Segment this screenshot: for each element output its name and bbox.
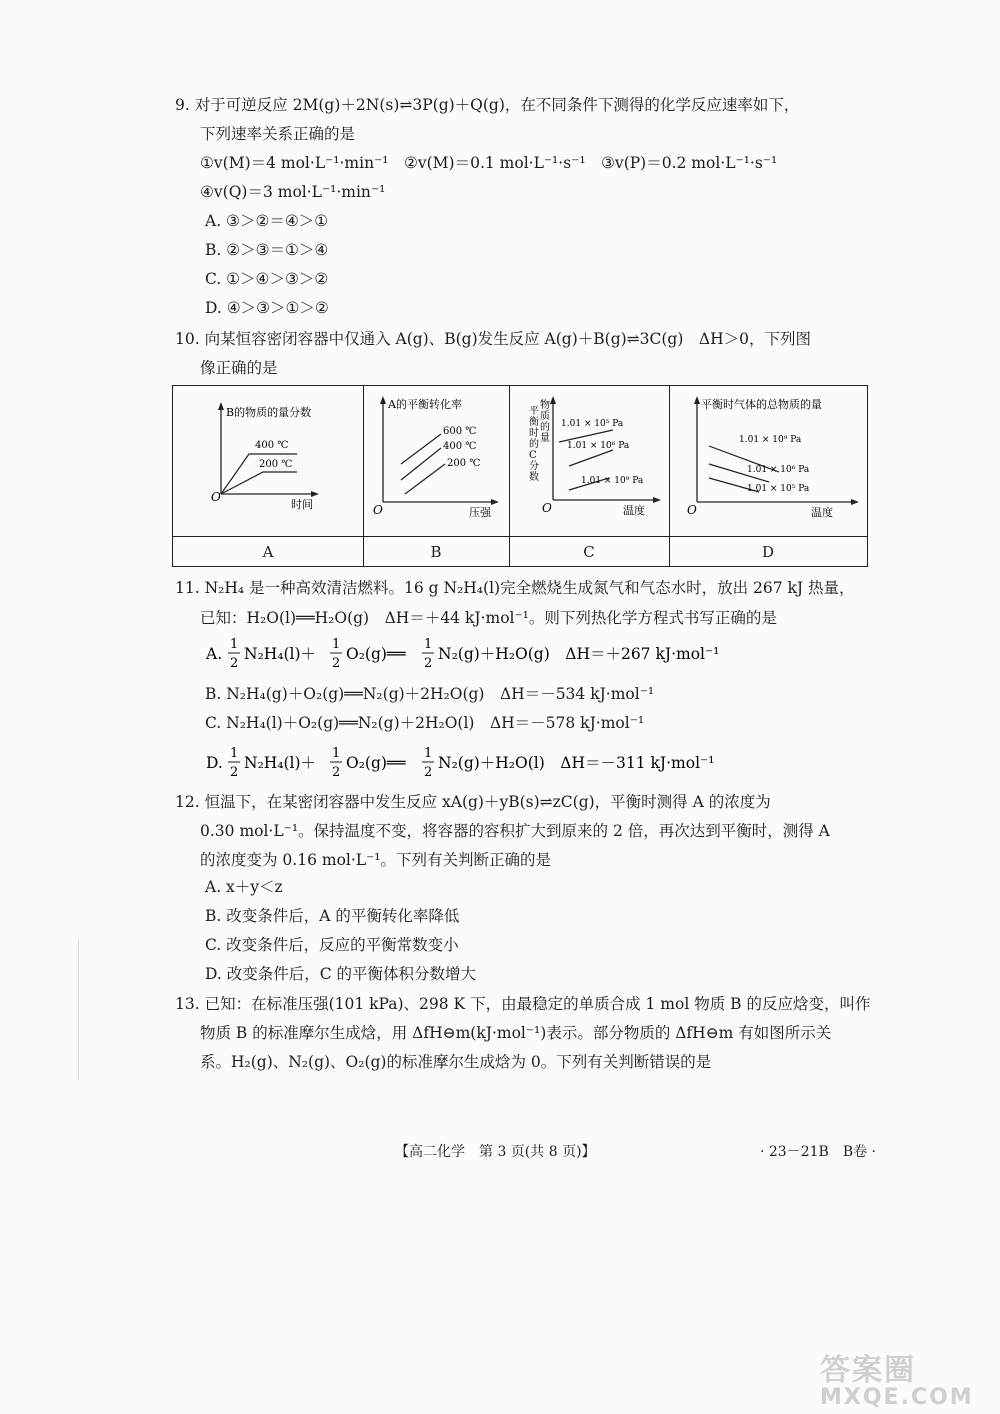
- figure-a-xlabel: 时间: [291, 498, 313, 511]
- figure-d-xlabel: 温度: [811, 506, 833, 519]
- figure-c-ylabel-char: 数: [529, 472, 539, 483]
- figure-a-curve-400: 400 ℃: [255, 440, 289, 451]
- q11-stem-line2: 已知：H₂O(l)══H₂O(g) ΔH＝＋44 kJ·mol⁻¹。则下列热化学方程式书写正确的是: [200, 609, 777, 627]
- svg-text:2: 2: [424, 765, 433, 780]
- figure-d-plot: [669, 386, 867, 536]
- figure-c-ylabel-char: 量: [540, 433, 550, 444]
- q12-option-c: C. 改变条件后，反应的平衡常数变小: [205, 936, 459, 954]
- q12-option-d: D. 改变条件后，C 的平衡体积分数增大: [205, 965, 477, 983]
- figure-b-curve-200: 200 ℃: [447, 458, 481, 469]
- figure-c-plot: [509, 386, 669, 536]
- q10-figure-table: [172, 385, 868, 567]
- figure-b-curve-600: 600 ℃: [443, 426, 477, 437]
- q12-option-b: B. 改变条件后，A 的平衡转化率降低: [205, 907, 460, 925]
- figure-b-xlabel: 压强: [469, 506, 491, 519]
- q12-stem-line3: 的浓度变为 0.16 mol·L⁻¹。下列有关判断正确的是: [200, 851, 551, 869]
- figure-b-origin: O: [373, 503, 383, 517]
- figure-c-ylabel-char: 时: [529, 428, 539, 439]
- figure-c-ylabel-char: 平: [529, 406, 539, 417]
- svg-text:2: 2: [332, 656, 341, 671]
- q9-option-c: C. ①＞④＞③＞②: [205, 270, 329, 288]
- paper-code: · 23－21B B卷 ·: [760, 1144, 877, 1160]
- figure-a-curve-200: 200 ℃: [259, 459, 293, 470]
- svg-text:2: 2: [230, 656, 239, 671]
- svg-text:1: 1: [230, 637, 239, 652]
- svg-text:1: 1: [332, 637, 341, 652]
- figure-c-ylabel-char: 物: [540, 400, 550, 411]
- q10-stem-line2: 像正确的是: [200, 359, 278, 377]
- q9-rates-line2: ④v(Q)＝3 mol·L⁻¹·min⁻¹: [200, 183, 386, 201]
- figure-a-label: A: [173, 536, 364, 567]
- q9-stem-line1: 9. 对于可逆反应 2M(g)＋2N(s)⇌3P(g)＋Q(g)，在不同条件下测得的化学反应速率如下，: [175, 96, 800, 114]
- svg-text:N₂(g)＋H₂O(l) ΔH＝－311 kJ·mol⁻¹: N₂(g)＋H₂O(l) ΔH＝－311 kJ·mol⁻¹: [438, 754, 715, 772]
- figure-d-origin: O: [687, 503, 697, 517]
- q13-stem-line3: 系。H₂(g)、N₂(g)、O₂(g)的标准摩尔生成焓为 0。下列有关判断错误的是: [200, 1053, 712, 1071]
- svg-text:D.: D.: [206, 754, 223, 772]
- svg-text:N₂H₄(l)＋: N₂H₄(l)＋: [244, 754, 317, 772]
- svg-text:1: 1: [424, 746, 433, 761]
- svg-text:N₂(g)＋H₂O(g) ΔH＝＋267 kJ·mol⁻¹: N₂(g)＋H₂O(g) ΔH＝＋267 kJ·mol⁻¹: [438, 645, 720, 663]
- q10-stem-line1: 10. 向某恒容密闭容器中仅通入 A(g)、B(g)发生反应 A(g)＋B(g)⇌3C(g) ΔH＞0，下列图: [175, 330, 811, 348]
- q11-stem-line1: 11. N₂H₄ 是一种高效清洁燃料。16 g N₂H₄(l)完全燃烧生成氮气和气态水时，放出 267 kJ 热量，: [175, 579, 855, 597]
- figure-c-xlabel: 温度: [623, 504, 645, 517]
- figure-b-ylabel: A的平衡转化率: [388, 398, 462, 411]
- figure-b-curve-400: 400 ℃: [443, 441, 477, 452]
- svg-text:O₂(g)══: O₂(g)══: [346, 645, 406, 663]
- figure-c-ylabel-char: 的: [540, 422, 550, 433]
- q9-stem-line2: 下列速率关系正确的是: [200, 125, 356, 143]
- svg-text:2: 2: [230, 765, 239, 780]
- figure-c-ylabel: [529, 398, 550, 483]
- figure-c-ylabel-char: 衡: [529, 417, 539, 428]
- q9-option-b: B. ②＞③＝①＞④: [205, 241, 329, 259]
- q13-stem-line1: 13. 已知：在标准压强(101 kPa)、298 K 下，由最稳定的单质合成 1 mol 物质 B 的反应焓变，叫作: [175, 995, 871, 1013]
- scan-edge-line: [78, 940, 79, 1080]
- svg-text:N₂H₄(l)＋: N₂H₄(l)＋: [244, 645, 317, 663]
- svg-text:2: 2: [424, 656, 433, 671]
- figure-a-ylabel: B的物质的量分数: [226, 406, 312, 419]
- figure-a-origin: O: [211, 490, 221, 504]
- figure-c-ylabel-char: 的: [529, 439, 539, 450]
- figure-c-curve-1e6: 1.01 × 10⁶ Pa: [567, 441, 630, 451]
- figure-a: [173, 386, 364, 536]
- q12-option-a: A. x＋y＜z: [205, 878, 283, 896]
- site-watermark: 答案圈 MXQE.COM: [820, 1353, 974, 1410]
- q12-stem-line1: 12. 恒温下，在某密闭容器中发生反应 xA(g)＋yB(s)⇌zC(g)，平衡时测得 A 的浓度为: [175, 793, 771, 811]
- svg-text:A.: A.: [206, 645, 223, 663]
- figure-c-label: C: [509, 536, 670, 567]
- figure-b-plot: [363, 386, 509, 536]
- q11-option-b: B. N₂H₄(g)＋O₂(g)══N₂(g)＋2H₂O(g) ΔH＝－534 kJ·mol⁻¹: [205, 685, 655, 703]
- svg-text:O₂(g)══: O₂(g)══: [346, 754, 406, 772]
- figure-d-label: D: [669, 536, 867, 567]
- figure-d-curve-1e5: 1.01 × 10⁵ Pa: [747, 484, 810, 494]
- q12-stem-line2: 0.30 mol·L⁻¹。保持温度不变，将容器的容积扩大到原来的 2 倍，再次达到平衡时，测得 A: [200, 822, 830, 840]
- q11-option-c: C. N₂H₄(l)＋O₂(g)══N₂(g)＋2H₂O(l) ΔH＝－578 kJ·mol⁻¹: [205, 714, 645, 732]
- figure-d: [669, 386, 867, 536]
- figure-d-curve-1e9: 1.01 × 10⁹ Pa: [739, 435, 802, 445]
- figure-d-ylabel: 平衡时气体的总物质的量: [701, 398, 822, 411]
- figure-c-origin: O: [542, 501, 552, 515]
- svg-text:1: 1: [332, 746, 341, 761]
- figure-c-curve-1e5: 1.01 × 10⁵ Pa: [561, 419, 624, 429]
- figure-a-plot: [173, 386, 363, 536]
- figure-c-ylabel-char: C: [529, 450, 537, 461]
- q13-stem-line2: 物质 B 的标准摩尔生成焓，用 ΔfH⊖m(kJ·mol⁻¹)表示。部分物质的 ΔfH⊖m 有如图所示关: [200, 1024, 832, 1042]
- svg-text:2: 2: [332, 765, 341, 780]
- q9-rates-line1: ①v(M)＝4 mol·L⁻¹·min⁻¹ ②v(M)＝0.1 mol·L⁻¹·s⁻¹ ③v(P)＝0.2 mol·L⁻¹·s⁻¹: [200, 154, 778, 172]
- page-footer: 【高二化学 第 3 页(共 8 页)】: [395, 1144, 596, 1160]
- figure-b: [363, 386, 510, 536]
- figure-c: [509, 386, 670, 536]
- figure-b-label: B: [363, 536, 510, 567]
- q9-option-d: D. ④＞③＞①＞②: [205, 299, 329, 317]
- svg-text:1: 1: [424, 637, 433, 652]
- q9-option-a: A. ③＞②＝④＞①: [205, 212, 329, 230]
- figure-d-curve-1e6: 1.01 × 10⁶ Pa: [747, 465, 810, 475]
- svg-text:1: 1: [230, 746, 239, 761]
- figure-c-ylabel-char: 质: [540, 411, 550, 422]
- figure-c-curve-1e9: 1.01 × 10⁹ Pa: [581, 476, 644, 486]
- q11-option-d: [200, 741, 800, 781]
- q11-option-a: [200, 632, 800, 672]
- figure-c-ylabel-char: 分: [529, 461, 539, 472]
